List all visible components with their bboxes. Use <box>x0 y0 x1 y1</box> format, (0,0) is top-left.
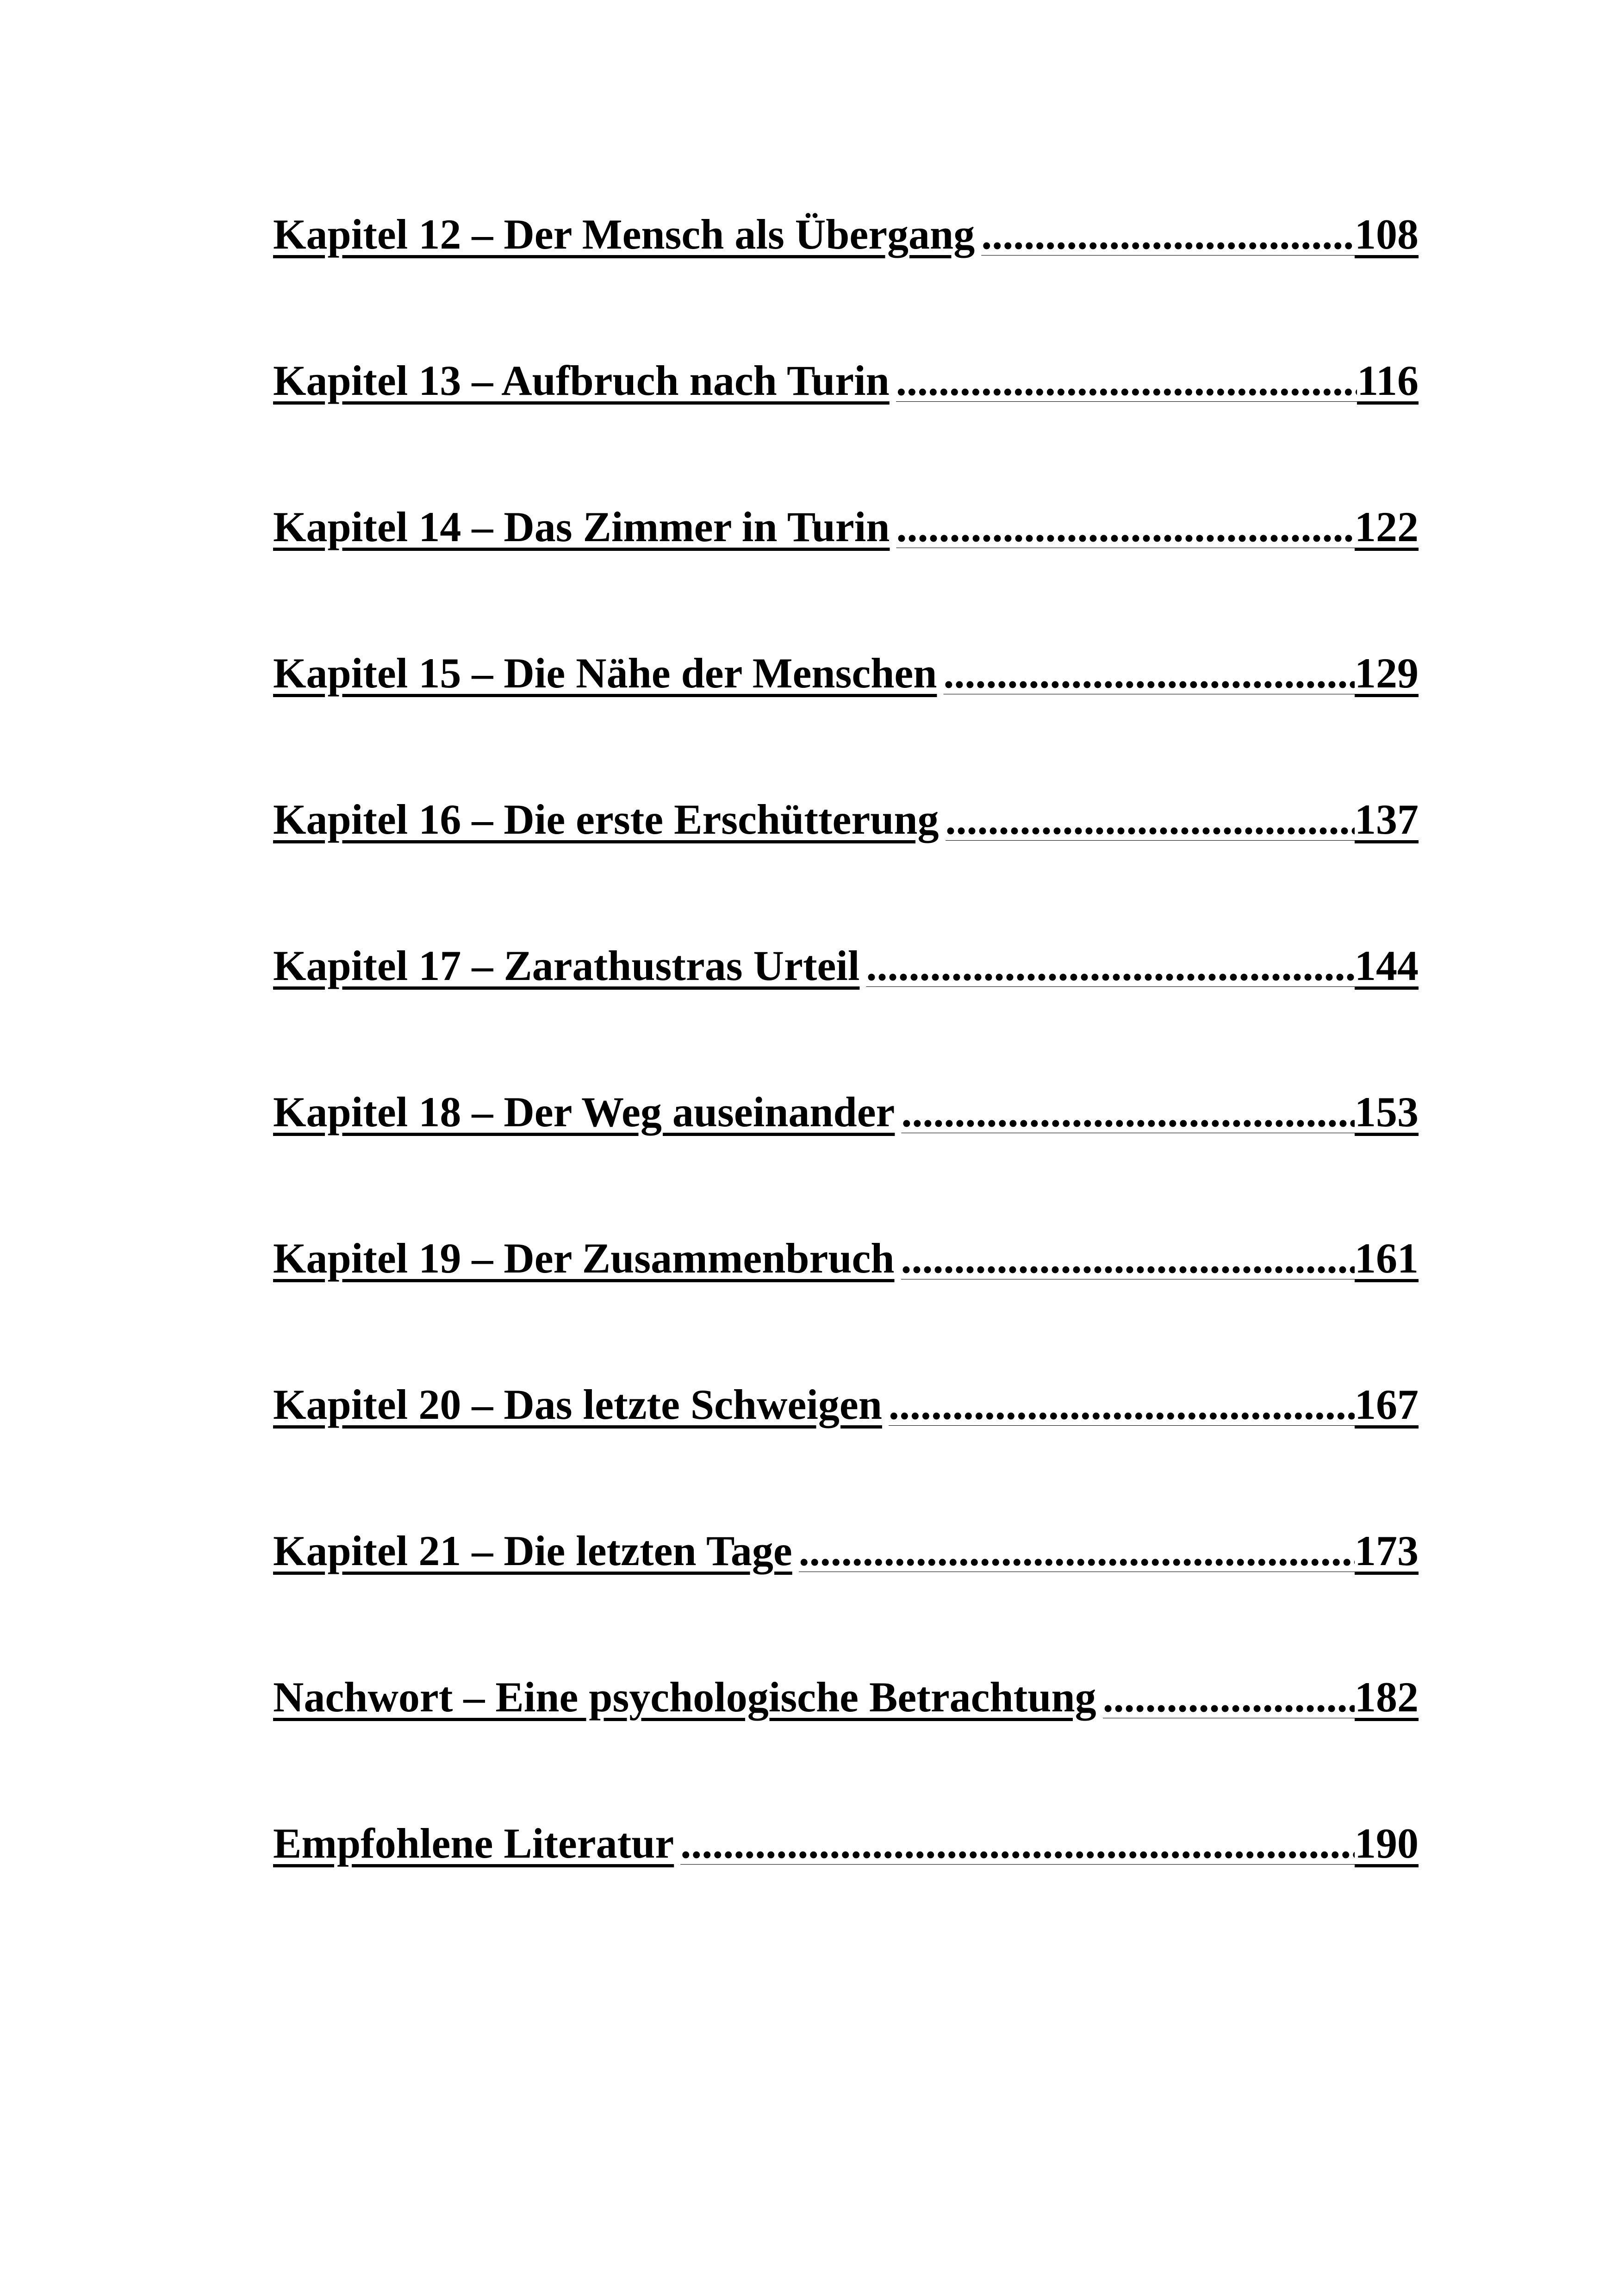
toc-leader-dots <box>901 1237 1355 1279</box>
toc-leader-dots <box>896 505 1355 548</box>
toc-entry-kapitel-16[interactable] <box>273 798 1419 944</box>
toc-entry-title: Kapitel 19 – Der Zusammenbruch <box>273 1235 895 1282</box>
toc-leader-dots <box>866 944 1355 987</box>
toc-leader-dots <box>680 1822 1355 1865</box>
toc-entry-page: 129 <box>1355 649 1419 697</box>
toc-entry-title: Kapitel 20 – Das letzte Schweigen <box>273 1381 882 1428</box>
toc-leader-dots <box>946 798 1355 841</box>
toc-entry-title: Kapitel 16 – Die erste Erschütterung <box>273 796 939 843</box>
toc-entry-title: Kapitel 15 – Die Nähe der Menschen <box>273 649 937 697</box>
toc-entry-title: Kapitel 21 – Die letzten Tage <box>273 1527 792 1574</box>
toc-entry-page: 137 <box>1355 796 1419 843</box>
toc-entry-kapitel-14[interactable] <box>273 505 1419 652</box>
toc-entry-page: 173 <box>1355 1527 1419 1574</box>
toc-entry-page: 167 <box>1355 1381 1419 1428</box>
toc-entry-page: 144 <box>1355 942 1419 989</box>
toc-leader-dots <box>889 1383 1355 1426</box>
toc-entry-page: 161 <box>1355 1235 1419 1282</box>
toc-leader-dots <box>799 1529 1355 1572</box>
toc-entry-kapitel-13[interactable] <box>273 359 1419 505</box>
toc-entry-kapitel-19[interactable] <box>273 1237 1419 1383</box>
toc-entry-page: 116 <box>1357 357 1419 404</box>
toc-entry-page: 153 <box>1355 1088 1419 1136</box>
toc-entry-title: Empfohlene Literatur <box>273 1820 674 1867</box>
table-of-contents <box>273 213 1419 1968</box>
toc-entry-page: 190 <box>1355 1820 1419 1867</box>
toc-entry-kapitel-20[interactable] <box>273 1383 1419 1529</box>
toc-leader-dots <box>943 652 1355 694</box>
toc-entry-title: Kapitel 13 – Aufbruch nach Turin <box>273 357 890 404</box>
toc-entry-page: 122 <box>1355 503 1419 550</box>
toc-entry-page: 182 <box>1355 1673 1419 1721</box>
toc-entry-title: Kapitel 17 – Zarathustras Urteil <box>273 942 860 989</box>
toc-entry-title: Kapitel 12 – Der Mensch als Übergang <box>273 211 975 258</box>
toc-leader-dots <box>901 1091 1355 1133</box>
toc-entry-kapitel-12[interactable] <box>273 213 1419 359</box>
toc-entry-kapitel-15[interactable] <box>273 649 1419 798</box>
toc-entry-title: Kapitel 18 – Der Weg auseinander <box>273 1088 895 1136</box>
toc-leader-dots <box>896 359 1357 402</box>
toc-leader-dots <box>1103 1676 1355 1718</box>
toc-entry-page: 108 <box>1355 211 1419 258</box>
toc-entry-kapitel-17[interactable] <box>273 944 1419 1091</box>
toc-entry-literatur[interactable] <box>273 1822 1419 1968</box>
toc-entry-kapitel-21[interactable] <box>273 1529 1419 1676</box>
toc-entry-title: Nachwort – Eine psychologische Betrachtung <box>273 1673 1096 1721</box>
toc-entry-kapitel-18[interactable] <box>273 1088 1419 1237</box>
toc-entry-nachwort[interactable] <box>273 1673 1419 1822</box>
toc-leader-dots <box>981 213 1355 256</box>
toc-entry-title: Kapitel 14 – Das Zimmer in Turin <box>273 503 890 550</box>
